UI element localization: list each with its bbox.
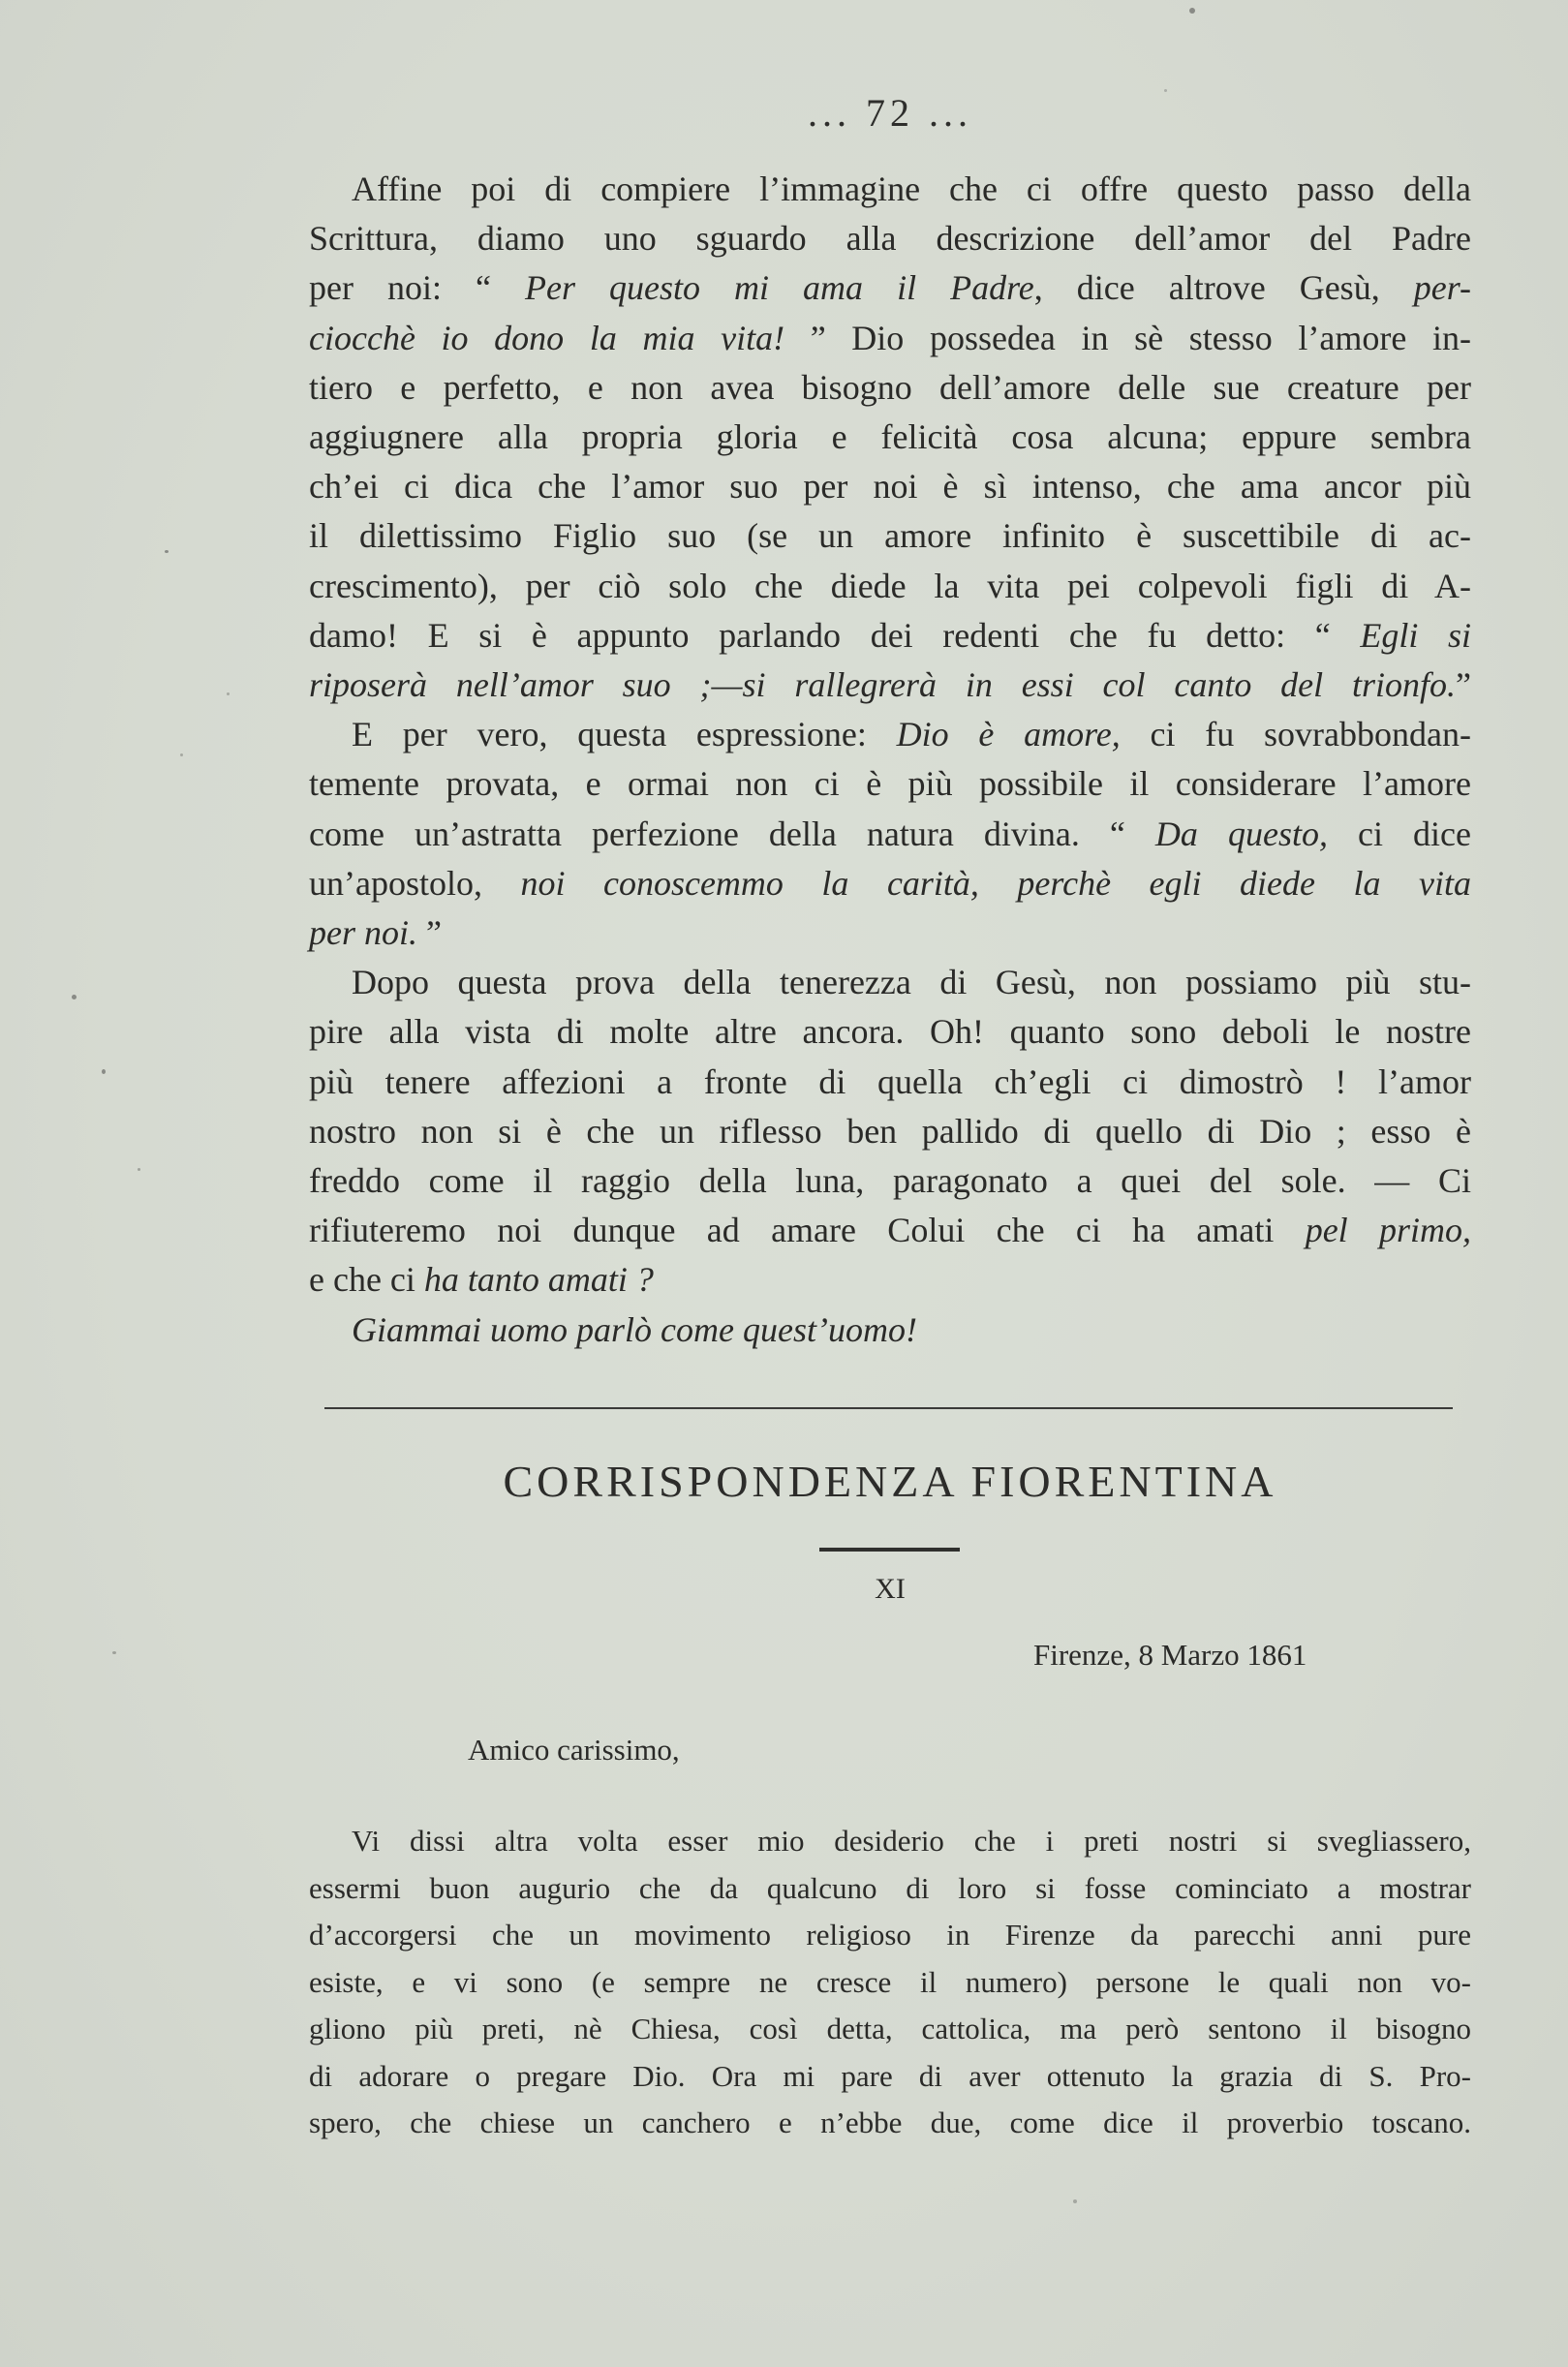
text-line: [309, 1007, 1471, 1057]
text-line: [309, 562, 1471, 611]
italic-text: Da questo,: [1154, 814, 1328, 853]
text-run: essermi buon augurio che da qualcuno di loro si fosse cominciato a mostrar: [309, 1870, 1471, 1905]
scan-speck: [227, 692, 230, 695]
text-line: [309, 710, 1471, 759]
italic-text: ciocchè io dono la mia vita!: [309, 318, 785, 357]
text-line: [309, 511, 1471, 561]
text-run: freddo come il raggio della luna, paragonato a quei del sole. — Ci: [309, 1161, 1471, 1201]
text-run: esiste, e vi sono (e sempre ne cresce il numero) persone le quali non vo-: [309, 1964, 1471, 1999]
text-run: ch’ei ci dica che l’amor suo per noi è sì intenso, che ama ancor più: [309, 467, 1471, 507]
text-line: [309, 1206, 1471, 1255]
text-run: E per vero, questa espressione:: [352, 715, 897, 754]
text-run: crescimento), per ciò solo che diede la vita pei colpevoli figli di A-: [309, 566, 1471, 605]
text-run: di adorare o pregare Dio. Ora mi pare di aver ottenuto la grazia di S. Pro-: [309, 2058, 1471, 2093]
text-line: [309, 2006, 1471, 2053]
paragraph: [309, 1306, 1471, 1355]
paragraph: [309, 710, 1471, 958]
text-line: [309, 363, 1471, 413]
text-line: [309, 2053, 1471, 2101]
text-run: , dice altrove Gesù,: [1033, 268, 1414, 308]
italic-text: Dio è amore,: [896, 715, 1121, 754]
section-divider: [324, 1407, 1453, 1409]
scan-speck: [102, 1069, 106, 1074]
paragraph: [309, 958, 1471, 1305]
scan-speck: [138, 1168, 140, 1171]
letter-text: [309, 1818, 1471, 2147]
paragraph: [309, 1818, 1471, 2147]
text-line: [309, 1959, 1471, 2007]
page-number: ... 72 ...: [808, 91, 972, 135]
text-line: [309, 1818, 1471, 1865]
text-line: [309, 214, 1471, 263]
scan-speck: [1073, 2199, 1077, 2203]
text-run: il dilettissimo Figlio suo (se un amore infinito è suscettibile di ac-: [309, 516, 1471, 556]
text-line: [309, 1156, 1471, 1206]
letter-dateline: Firenze, 8 Marzo 1861: [1033, 1638, 1307, 1672]
text-line: [309, 611, 1471, 661]
text-line: [309, 1058, 1471, 1107]
scan-speck: [180, 753, 183, 756]
italic-text: per noi.: [309, 913, 417, 953]
scan-speck: [165, 550, 169, 553]
text-run: più tenere affezioni a fronte di quella ch’egli ci dimostrò ! l’amor: [309, 1061, 1471, 1101]
text-run: pire alla vista di molte altre ancora. Oh! quanto sono deboli le nostre: [309, 1012, 1471, 1052]
paragraph: [309, 165, 1471, 710]
text-run: un’apostolo,: [309, 863, 521, 903]
text-line: [309, 759, 1471, 809]
text-line: [309, 1306, 1471, 1355]
text-line: [309, 908, 1471, 958]
text-line: [309, 2100, 1471, 2147]
text-line: [309, 1912, 1471, 1959]
text-line: [309, 958, 1471, 1007]
text-run: gliono più preti, nè Chiesa, così detta, cattolica, ma però sentono il bisogno: [309, 2012, 1471, 2045]
scan-speck: [1189, 8, 1195, 14]
text-run: rifiuteremo noi dunque ad amare Colui che ci ha amati: [309, 1211, 1306, 1250]
italic-text: pel primo,: [1305, 1211, 1471, 1250]
text-line: [309, 413, 1471, 462]
text-run: ” Dio possedea in sè stesso l’amore in-: [784, 318, 1471, 357]
italic-text: riposerà nell’amor suo ;—si rallegrerà in essi col canto del trionfo.: [309, 665, 1457, 705]
text-line: [309, 462, 1471, 511]
text-line: [309, 165, 1471, 214]
text-run: nostro non si è che un riflesso ben pallido di quello di Dio ; esso è: [309, 1111, 1471, 1151]
letter-number: XI: [875, 1573, 906, 1605]
italic-text: ha tanto amati ?: [423, 1260, 654, 1300]
text-line: [309, 1865, 1471, 1913]
text-run: e che ci: [309, 1260, 424, 1300]
text-line: [309, 810, 1471, 859]
section-title: CORRISPONDENZA FIORENTINA: [503, 1457, 1277, 1506]
italic-text: per-: [1413, 268, 1471, 308]
text-line: [309, 1255, 1471, 1305]
text-run: ”: [417, 913, 442, 953]
title-underline: [819, 1548, 960, 1552]
scan-speck: [72, 995, 77, 999]
italic-text: noi conoscemmo la carità, perchè egli diede la vita: [520, 863, 1471, 903]
text-line: [309, 859, 1471, 908]
text-run: aggiugnere alla propria gloria e felicità cosa alcuna; eppure sembra: [309, 417, 1471, 457]
text-run: Dopo questa prova della tenerezza di Gesù, non possiamo più stu-: [352, 963, 1471, 1002]
text-run: Scrittura, diamo uno sguardo alla descrizione dell’amor del Padre: [309, 219, 1471, 259]
scan-speck: [112, 1651, 116, 1654]
italic-text: Per questo mi ama il Padre: [525, 268, 1034, 308]
text-run: damo! E si è appunto parlando dei redenti che fu detto: “: [309, 615, 1361, 655]
text-line: [309, 1107, 1471, 1156]
text-line: [309, 314, 1471, 363]
italic-text: Egli si: [1360, 615, 1472, 655]
text-run: Vi dissi altra volta esser mio desiderio che i preti nostri si svegliassero,: [352, 1824, 1471, 1858]
text-run: Affine poi di compiere l’immagine che ci offre questo passo della: [352, 169, 1471, 208]
italic-text: Giammai uomo parlò come quest’uomo!: [352, 1309, 917, 1349]
text-run: d’accorgersi che un movimento religioso in Firenze da parecchi anni pure: [309, 1918, 1471, 1952]
text-run: tiero e perfetto, e non avea bisogno dell’amore delle sue creature per: [309, 367, 1471, 407]
text-run: temente provata, e ormai non ci è più possibile il considerare l’amore: [309, 764, 1471, 804]
text-run: spero, che chiese un canchero e n’ebbe due, come dice il proverbio toscano.: [309, 2106, 1471, 2139]
text-run: ci dice: [1327, 814, 1471, 853]
text-run: come un’astratta perfezione della natura divina. “: [309, 814, 1155, 853]
text-run: per noi: “: [309, 268, 526, 308]
text-run: ci fu sovrabbondan-: [1120, 715, 1471, 754]
text-line: [309, 661, 1471, 710]
body-text: [309, 165, 1471, 1355]
letter-salutation: Amico carissimo,: [468, 1733, 680, 1767]
text-line: [309, 263, 1471, 313]
text-run: ”: [1456, 665, 1471, 705]
